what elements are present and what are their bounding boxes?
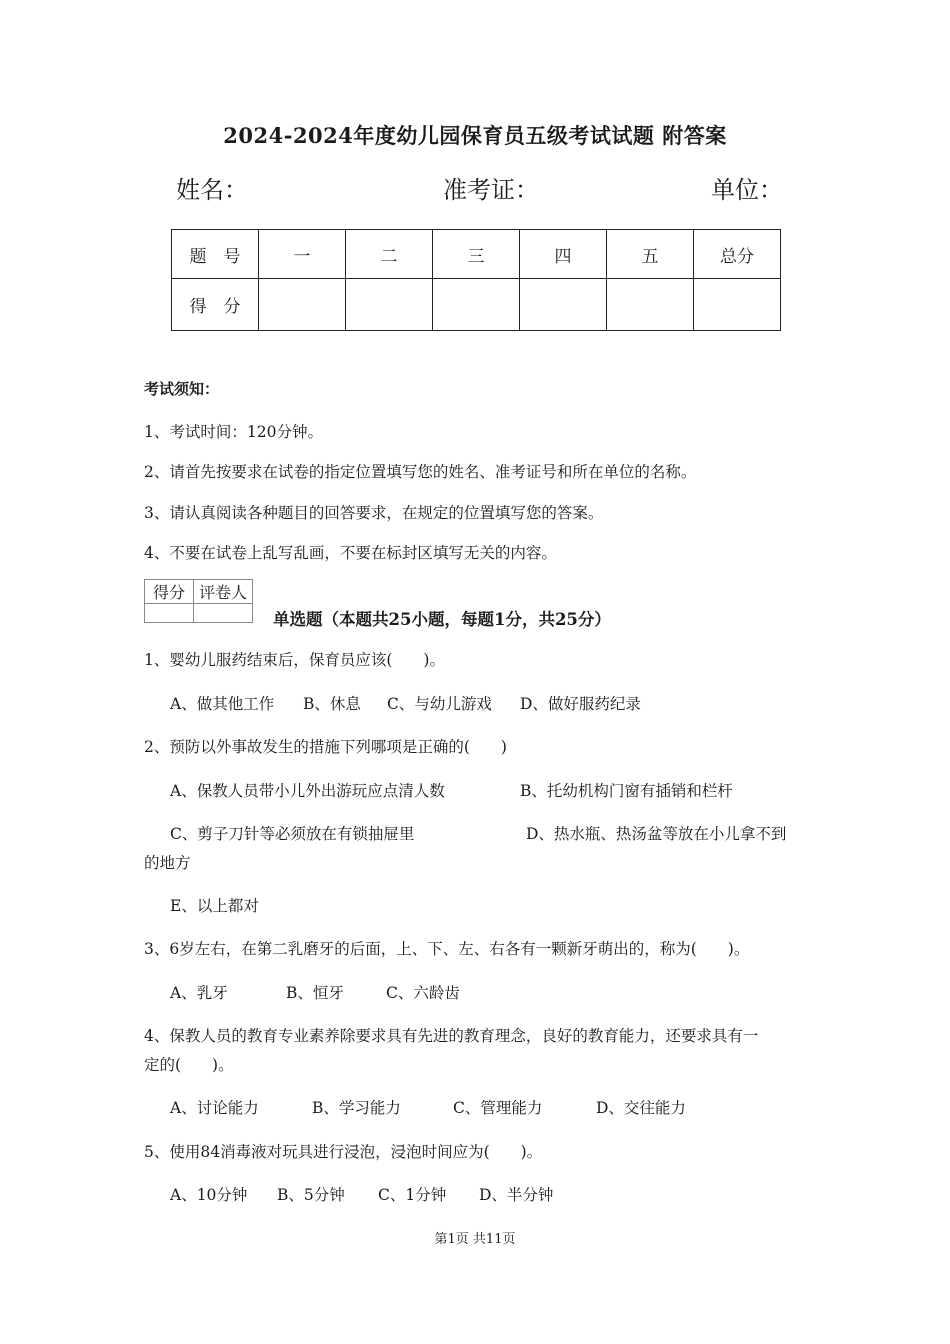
question-option: A、做其他工作 [170,695,275,713]
score-header-cell: 五 [607,230,694,279]
score-cell [520,279,607,331]
score-cell [346,279,433,331]
score-header-cell: 题 号 [172,230,259,279]
grader-box [144,579,253,623]
question-option: E、以上都对 [170,897,259,915]
question-option: C、管理能力 [453,1099,543,1117]
score-cell [433,279,520,331]
grader-score-label: 得分 [145,580,194,604]
grader-score-cell [145,604,194,623]
question-option: D、热水瓶、热汤盆等放在小儿拿不到 [526,825,787,843]
unit-label: 单位： [711,176,783,204]
question-stem: 4、保教人员的教育专业素养除要求具有先进的教育理念，良好的教育能力，还要求具有一 [144,1027,759,1045]
notice-item: 4、不要在试卷上乱写乱画，不要在标封区填写无关的内容。 [144,544,557,562]
question-option: B、托幼机构门窗有插销和栏杆 [520,782,733,800]
score-header-cell: 二 [346,230,433,279]
grader-name-cell [194,604,253,623]
question-option: B、休息 [303,695,361,713]
score-cell [607,279,694,331]
score-header-cell: 四 [520,230,607,279]
question-option: C、六龄齿 [386,984,460,1002]
question-option: A、讨论能力 [170,1099,259,1117]
question-stem: 1、婴幼儿服药结束后，保育员应该( )。 [144,651,445,669]
score-cell [694,279,781,331]
question-option: B、恒牙 [286,984,344,1002]
notice-heading: 考试须知： [144,380,220,398]
notice-item: 1、考试时间：120分钟。 [144,423,323,441]
name-label: 姓名： [176,176,248,204]
exam-id-label: 准考证： [443,176,539,204]
section-heading: 单选题（本题共25小题，每题1分，共25分） [273,610,611,629]
question-option: B、5分钟 [277,1186,345,1204]
question-option: A、10分钟 [170,1186,248,1204]
question-option: A、乳牙 [170,984,228,1002]
score-table [171,229,781,331]
question-option: C、剪子刀针等必须放在有锁抽屉里 [170,825,415,843]
notice-item: 2、请首先按要求在试卷的指定位置填写您的姓名、准考证号和所在单位的名称。 [144,463,697,481]
question-option: D、交往能力 [596,1099,686,1117]
score-table-header-row [172,230,781,279]
page-title: 2024-2024年度幼儿园保育员五级考试试题 附答案 [223,123,727,148]
question-option: A、保教人员带小儿外出游玩应点清人数 [170,782,445,800]
score-cell [259,279,346,331]
question-stem: 5、使用84消毒液对玩具进行浸泡，浸泡时间应为( )。 [144,1143,543,1161]
score-header-cell: 总分 [694,230,781,279]
score-header-cell: 三 [433,230,520,279]
question-option: C、1分钟 [378,1186,447,1204]
question-option-continuation: 的地方 [144,854,191,872]
score-row-label: 得 分 [172,279,259,331]
question-option: C、与幼儿游戏 [387,695,492,713]
score-table-score-row [172,279,781,331]
score-header-cell: 一 [259,230,346,279]
notice-item: 3、请认真阅读各种题目的回答要求，在规定的位置填写您的答案。 [144,504,604,522]
page-footer: 第1页 共11页 [434,1232,516,1247]
question-option: D、半分钟 [479,1186,554,1204]
question-stem-continuation: 定的( )。 [144,1056,234,1074]
question-option: B、学习能力 [312,1099,401,1117]
question-stem: 2、预防以外事故发生的措施下列哪项是正确的( ) [144,738,507,756]
question-option: D、做好服药纪录 [520,695,641,713]
question-stem: 3、6岁左右，在第二乳磨牙的后面，上、下、左、右各有一颗新牙萌出的，称为( )。 [144,940,750,958]
grader-name-label: 评卷人 [194,580,253,604]
